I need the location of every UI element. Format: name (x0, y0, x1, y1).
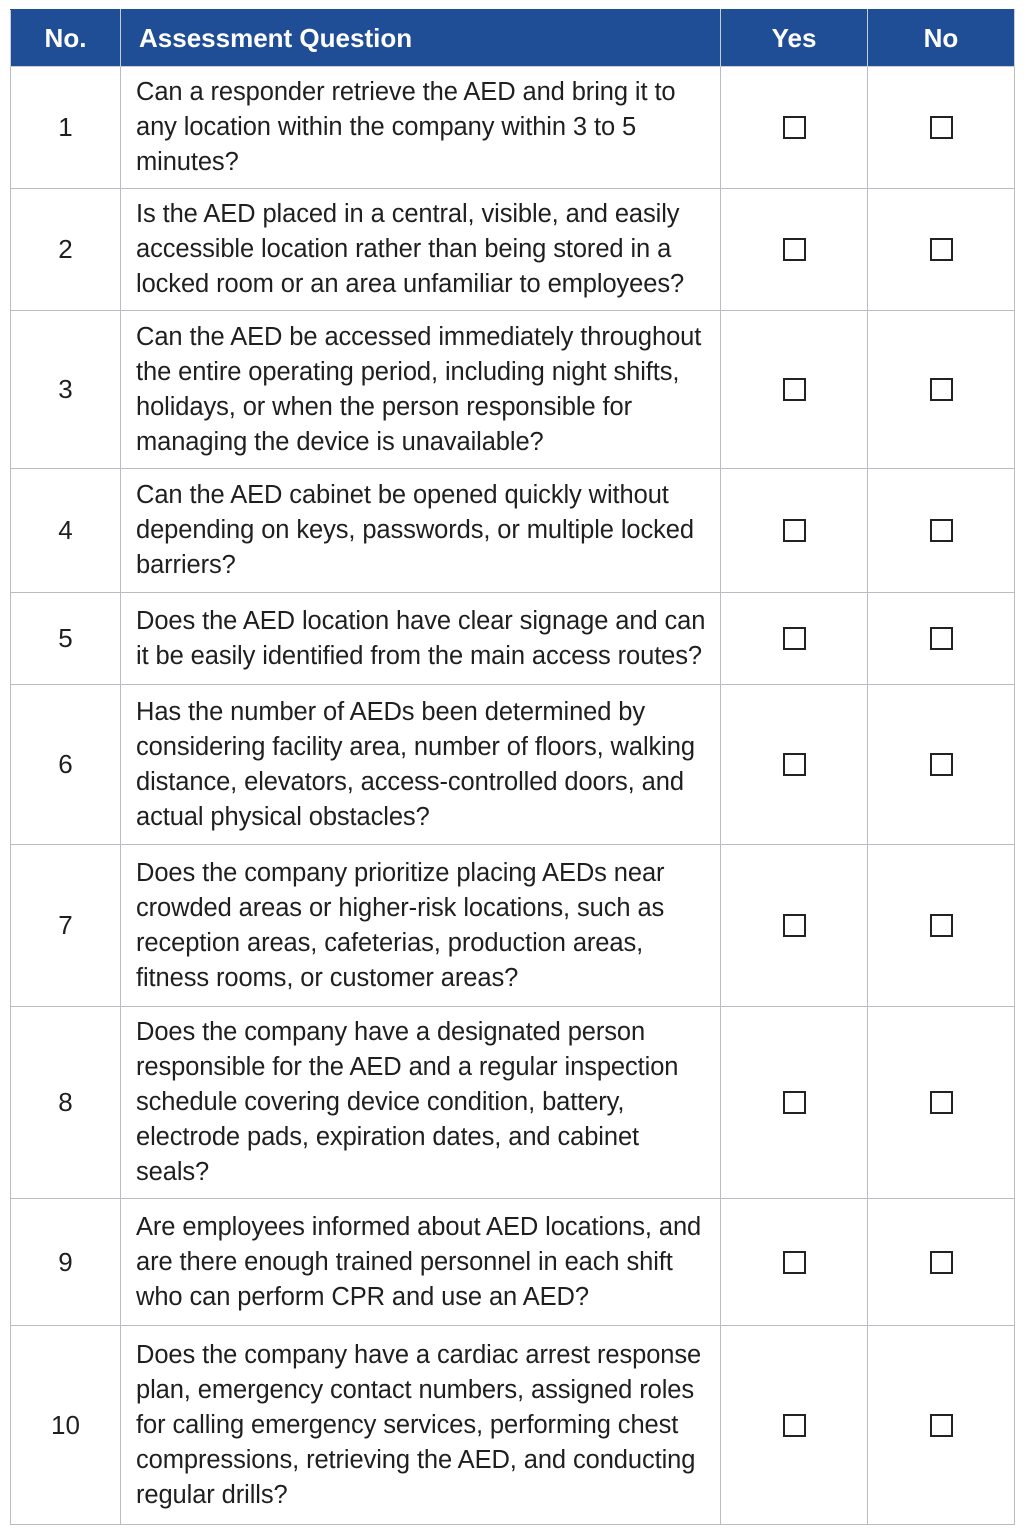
yes-cell (721, 67, 868, 189)
no-checkbox-icon[interactable] (930, 378, 953, 401)
yes-cell (721, 685, 868, 845)
table-header (11, 10, 1015, 67)
row-number: 6 (11, 685, 121, 845)
no-checkbox-icon[interactable] (930, 1091, 953, 1114)
row-question: Does the company have a cardiac arrest response plan, emergency contact numbers, assigned roles for calling emergency services, performing chest compressions, retrieving the AED, and conducting regular drills? (121, 1326, 721, 1525)
no-checkbox-icon[interactable] (930, 116, 953, 139)
header-no: No (868, 10, 1015, 67)
yes-checkbox-icon[interactable] (783, 238, 806, 261)
header-row (11, 10, 1015, 67)
header-yes: Yes (721, 10, 868, 67)
no-checkbox-icon[interactable] (930, 1414, 953, 1437)
row-number: 2 (11, 189, 121, 311)
row-number: 4 (11, 469, 121, 593)
row-question: Are employees informed about AED locations, and are there enough trained personnel in each shift who can perform CPR and use an AED? (121, 1199, 721, 1326)
no-cell (868, 1326, 1015, 1525)
row-question: Does the AED location have clear signage and can it be easily identified from the main access routes? (121, 593, 721, 685)
yes-checkbox-icon[interactable] (783, 378, 806, 401)
table-row (11, 1007, 1015, 1199)
row-question: Does the company prioritize placing AEDs near crowded areas or higher-risk locations, such as reception areas, cafeterias, production areas, fitness rooms, or customer areas? (121, 845, 721, 1007)
no-cell (868, 311, 1015, 469)
aed-assessment-table (10, 9, 1015, 1525)
yes-cell (721, 311, 868, 469)
row-number: 5 (11, 593, 121, 685)
no-checkbox-icon[interactable] (930, 914, 953, 937)
row-question: Is the AED placed in a central, visible, and easily accessible location rather than being stored in a locked room or an area unfamiliar to employees? (121, 189, 721, 311)
table-row (11, 685, 1015, 845)
yes-checkbox-icon[interactable] (783, 1414, 806, 1437)
row-question: Can the AED cabinet be opened quickly without depending on keys, passwords, or multiple locked barriers? (121, 469, 721, 593)
yes-checkbox-icon[interactable] (783, 627, 806, 650)
yes-checkbox-icon[interactable] (783, 519, 806, 542)
no-cell (868, 189, 1015, 311)
table-row (11, 469, 1015, 593)
no-cell (868, 593, 1015, 685)
row-number: 7 (11, 845, 121, 1007)
row-number: 9 (11, 1199, 121, 1326)
row-number: 3 (11, 311, 121, 469)
yes-checkbox-icon[interactable] (783, 1251, 806, 1274)
no-checkbox-icon[interactable] (930, 238, 953, 261)
yes-checkbox-icon[interactable] (783, 116, 806, 139)
no-cell (868, 685, 1015, 845)
table-row (11, 593, 1015, 685)
no-cell (868, 1007, 1015, 1199)
no-checkbox-icon[interactable] (930, 627, 953, 650)
no-cell (868, 1199, 1015, 1326)
row-question: Can a responder retrieve the AED and bring it to any location within the company within 3 to 5 minutes? (121, 67, 721, 189)
header-number: No. (11, 10, 121, 67)
no-cell (868, 67, 1015, 189)
row-question: Has the number of AEDs been determined by considering facility area, number of floors, walking distance, elevators, access-controlled doors, and actual physical obstacles? (121, 685, 721, 845)
row-question: Can the AED be accessed immediately throughout the entire operating period, including night shifts, holidays, or when the person responsible for managing the device is unavailable? (121, 311, 721, 469)
header-question: Assessment Question (121, 10, 721, 67)
row-number: 1 (11, 67, 121, 189)
table-body (11, 67, 1015, 1525)
yes-cell (721, 593, 868, 685)
yes-checkbox-icon[interactable] (783, 753, 806, 776)
no-cell (868, 845, 1015, 1007)
table-row (11, 845, 1015, 1007)
yes-cell (721, 1199, 868, 1326)
table-row (11, 311, 1015, 469)
yes-cell (721, 189, 868, 311)
yes-cell (721, 1326, 868, 1525)
row-number: 8 (11, 1007, 121, 1199)
yes-cell (721, 469, 868, 593)
table-row (11, 1326, 1015, 1525)
no-checkbox-icon[interactable] (930, 519, 953, 542)
table-row (11, 1199, 1015, 1326)
table-row (11, 67, 1015, 189)
table-row (11, 189, 1015, 311)
yes-checkbox-icon[interactable] (783, 1091, 806, 1114)
no-checkbox-icon[interactable] (930, 753, 953, 776)
row-number: 10 (11, 1326, 121, 1525)
row-question: Does the company have a designated person responsible for the AED and a regular inspection schedule covering device condition, battery, electrode pads, expiration dates, and cabinet seals? (121, 1007, 721, 1199)
no-cell (868, 469, 1015, 593)
no-checkbox-icon[interactable] (930, 1251, 953, 1274)
yes-checkbox-icon[interactable] (783, 914, 806, 937)
yes-cell (721, 1007, 868, 1199)
yes-cell (721, 845, 868, 1007)
